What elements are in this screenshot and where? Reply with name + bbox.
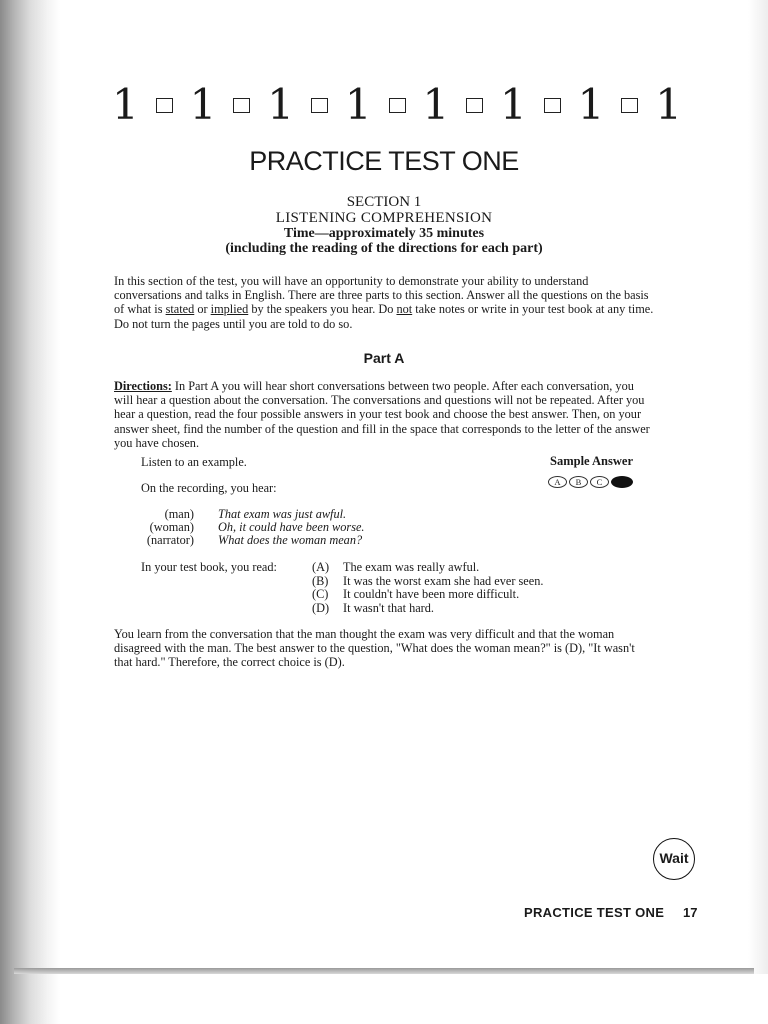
on-recording: On the recording, you hear: xyxy=(141,481,277,495)
choice-letter: (D) xyxy=(312,601,330,615)
section-time-note: (including the reading of the directions for each part) xyxy=(225,241,543,256)
section-marker-digit: 1 xyxy=(267,80,294,129)
marker-square-icon xyxy=(233,98,250,113)
intro-or: or xyxy=(194,302,211,317)
dialogue-line: Oh, it could have been worse. xyxy=(218,520,365,534)
intro-text: take notes or write in your test book at any time. Do not turn the pages until you are told to do so. xyxy=(114,302,654,331)
page-bottom-shadow xyxy=(14,968,754,974)
intro-paragraph xyxy=(114,274,654,331)
directions-paragraph xyxy=(114,379,654,450)
section-number: SECTION 1 xyxy=(346,194,422,210)
marker-square-icon xyxy=(311,98,328,113)
choice-letter: (C) xyxy=(312,587,329,601)
marker-square-icon xyxy=(156,98,173,113)
sample-answer-label: Sample Answer xyxy=(550,454,633,468)
bubble-a: A xyxy=(548,476,567,488)
section-marker-digit: 1 xyxy=(655,80,682,129)
choice-text: It was the worst exam she had ever seen. xyxy=(343,574,544,588)
bubble-d-filled xyxy=(611,476,633,488)
section-marker-row xyxy=(112,82,682,128)
intro-implied: implied xyxy=(210,302,249,317)
section-name: LISTENING COMPREHENSION xyxy=(275,210,493,226)
marker-square-icon xyxy=(466,98,483,113)
choice-text: The exam was really awful. xyxy=(343,560,480,574)
speaker-label: (narrator) xyxy=(146,533,194,547)
explanation-paragraph: You learn from the conversation that the man thought the exam was very difficult and that the woman disagreed with the man. The best answer to the question, "What does the woman mean?" is (D), "It wasn't that hard." Therefore, the correct choice is (D). xyxy=(114,627,635,670)
choice-text: It couldn't have been more difficult. xyxy=(343,587,520,601)
intro-stated: stated xyxy=(165,302,195,317)
speaker-label: (man) xyxy=(164,507,194,521)
page-title: PRACTICE TEST ONE xyxy=(249,146,519,176)
footer-title: PRACTICE TEST ONE xyxy=(524,905,665,920)
speaker-label: (woman) xyxy=(149,520,194,534)
dialogue-line: What does the woman mean? xyxy=(218,533,363,547)
listen-example: Listen to an example. xyxy=(141,455,247,469)
sample-answer-bubbles xyxy=(548,476,633,488)
directions-text: In Part A you will hear short conversations between two people. After each conversation, you will hear a question about the conversation. The conversations and questions will not be repeated. After you hear a question, read the four possible answers in your test book and choose the best answer. Then, on your answer sheet, find the number of the question and fill in the space that corresponds to the letter of the answer you have chosen. xyxy=(114,379,650,450)
section-marker-digit: 1 xyxy=(577,80,605,129)
marker-square-icon xyxy=(389,98,406,113)
wait-icon: Wait xyxy=(653,838,695,880)
in-book-label: In your test book, you read: xyxy=(141,560,277,574)
dialogue-line: That exam was just awful. xyxy=(218,507,347,521)
intro-text: by the speakers you hear. Do xyxy=(248,302,397,317)
bubble-b: B xyxy=(569,476,588,488)
directions-label: Directions: xyxy=(114,379,172,393)
section-marker-digit: 1 xyxy=(189,80,217,129)
section-marker-digit: 1 xyxy=(422,80,450,129)
intro-not: not xyxy=(396,302,413,317)
section-marker-digit: 1 xyxy=(344,80,372,129)
choice-text: It wasn't that hard. xyxy=(343,601,435,615)
section-marker-digit: 1 xyxy=(500,80,527,129)
marker-square-icon xyxy=(621,98,638,113)
choice-letter: (B) xyxy=(312,574,329,588)
section-time: Time—approximately 35 minutes xyxy=(283,226,485,241)
part-heading: Part A xyxy=(363,350,405,366)
page-number: 17 xyxy=(683,905,698,920)
section-marker-digit: 1 xyxy=(112,80,139,129)
intro-text: In this section of the test, you will have an opportunity to demonstrate your ability to understand conversations and talks in English. There are three parts to this section. Answer all the questions on the basis of what is xyxy=(114,274,649,317)
bubble-c: C xyxy=(590,476,609,488)
marker-square-icon xyxy=(544,98,561,113)
choice-letter: (A) xyxy=(312,560,330,574)
